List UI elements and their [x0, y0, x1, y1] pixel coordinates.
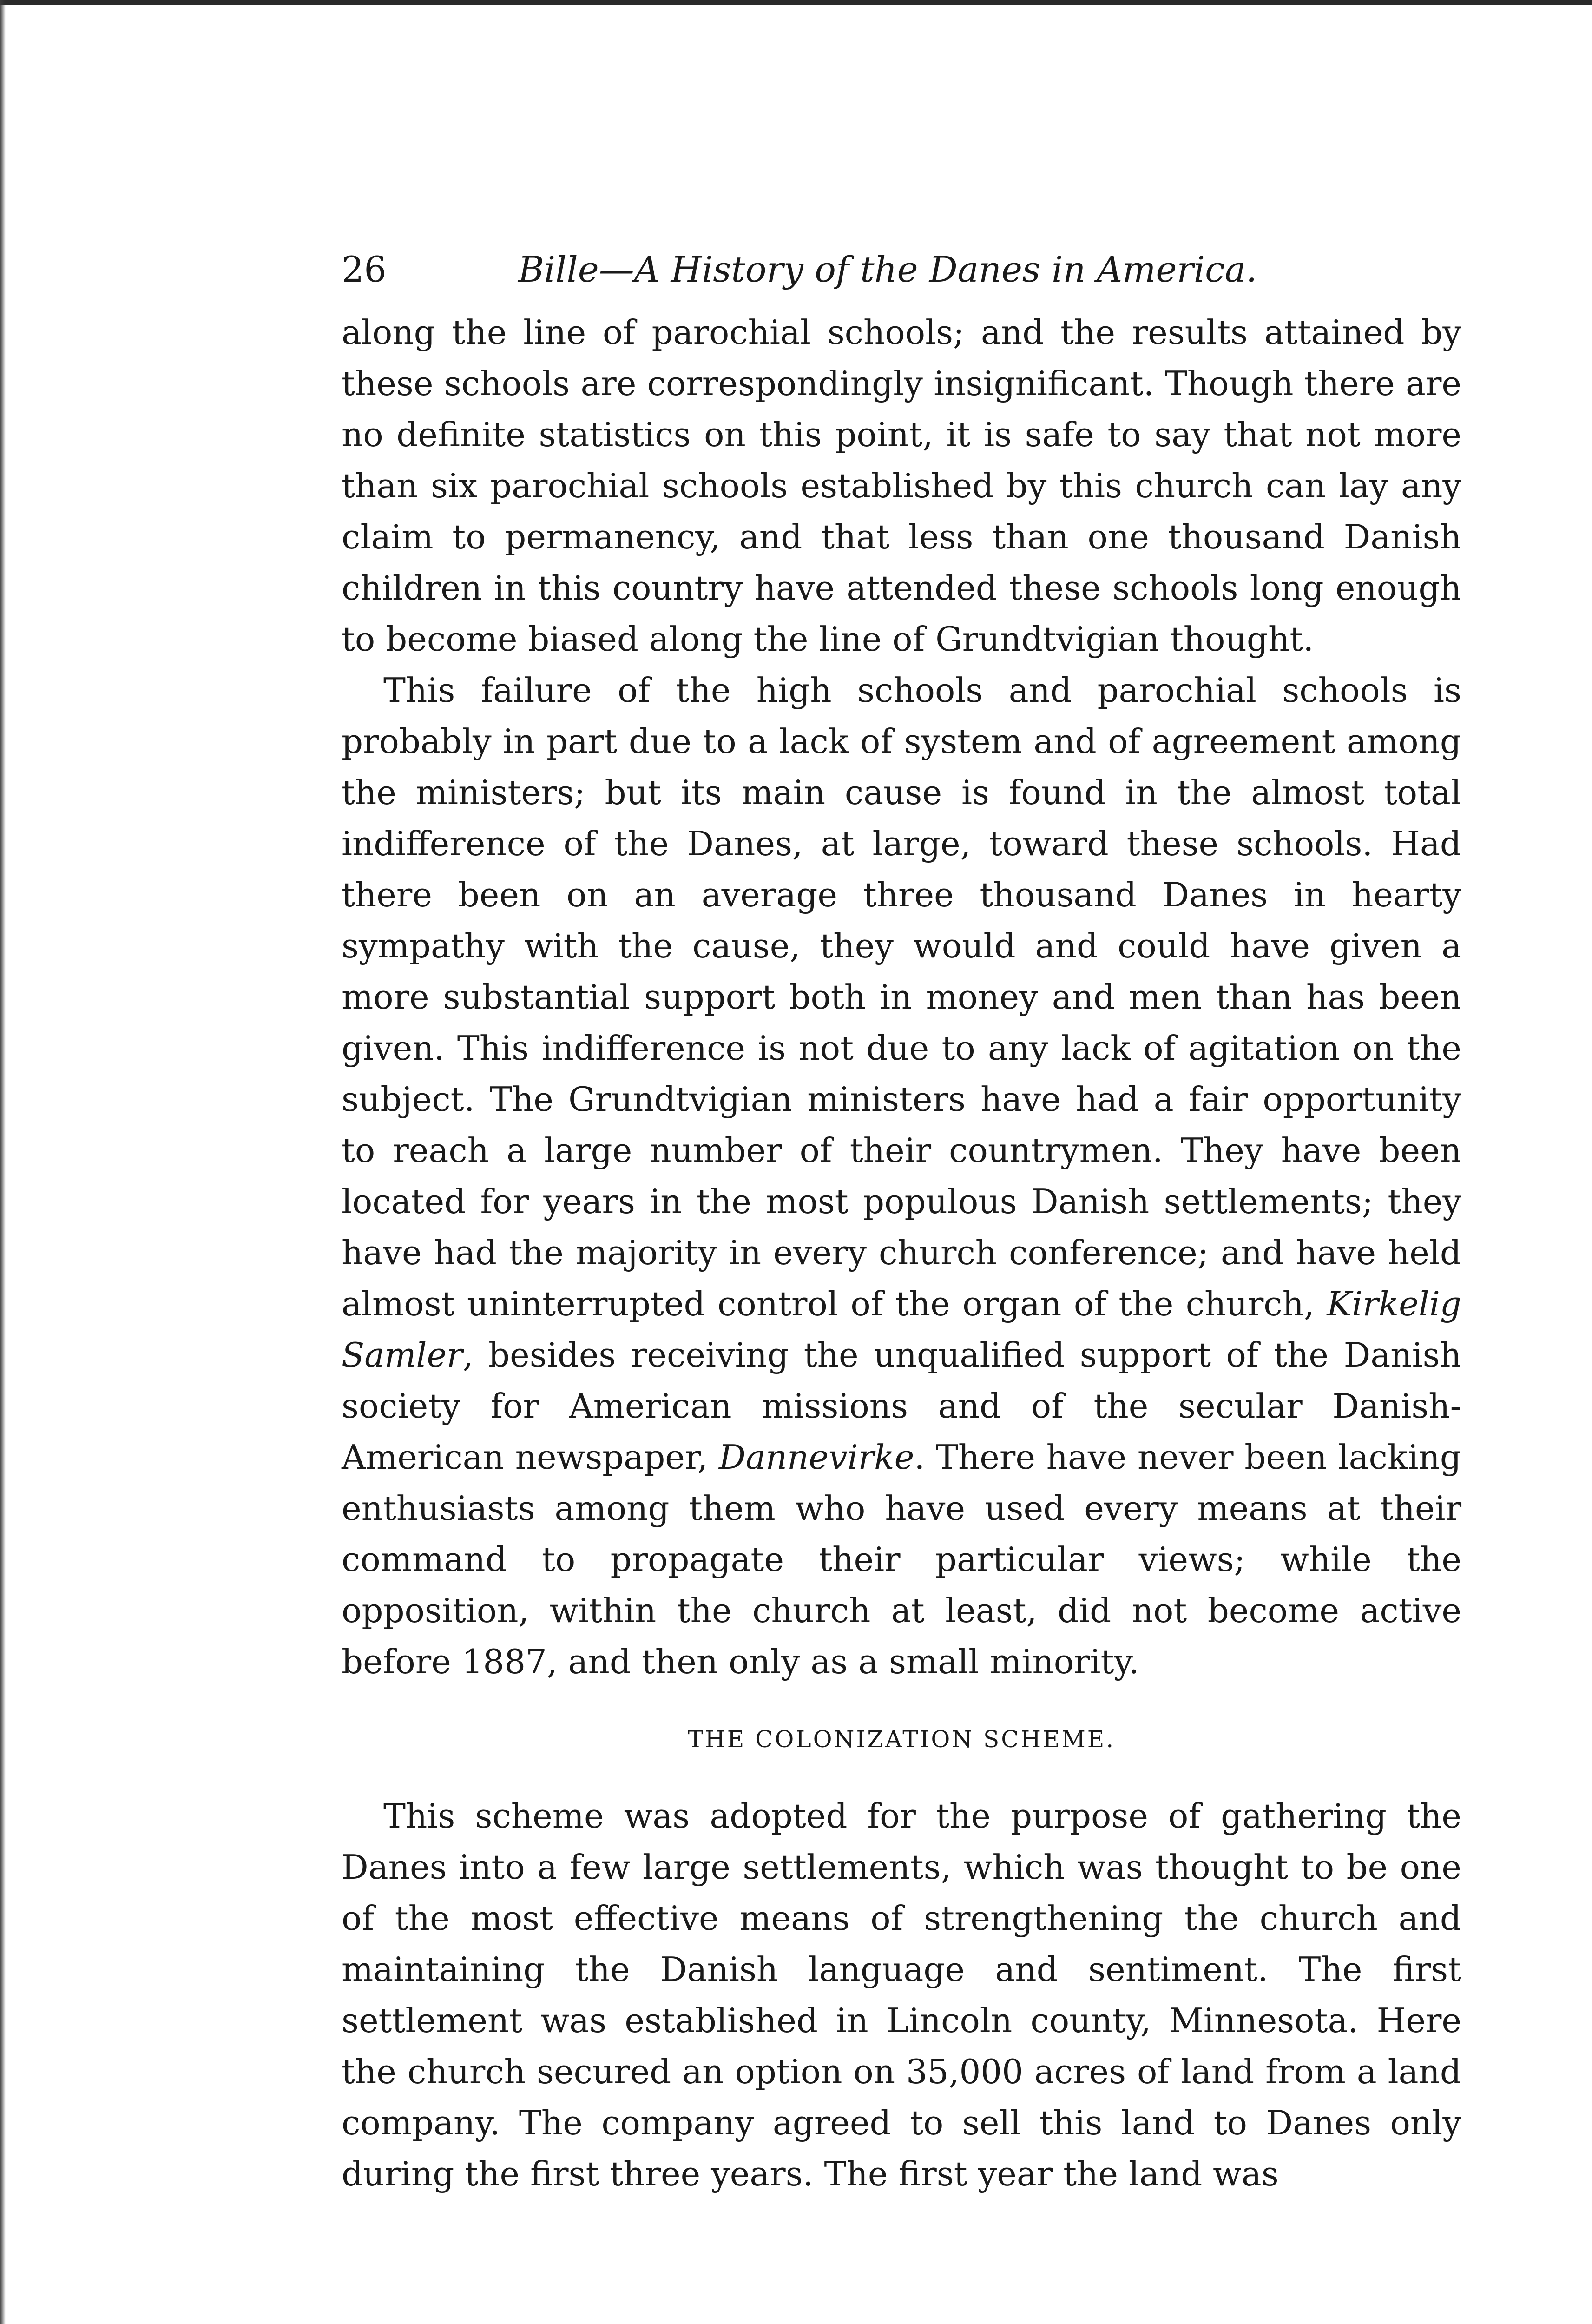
running-head [342, 242, 1461, 297]
paragraph-text-part: , besides receiving the unqualified support of the Danish society for American missions and of the secular Danish-American newspaper, [342, 1335, 1461, 1477]
paragraph-text-part: . There have never been lacking enthusiasts among them who have used every means at their command to propagate their particular views; while the opposition, within the church at least, did not become active before 1887, and then only as a small minority. [342, 1438, 1461, 1681]
italic-newspaper-title: Dannevirke [718, 1438, 914, 1477]
scan-edge-shadow [0, 0, 6, 2324]
body-text [342, 307, 1461, 2199]
italic-publication-title: Kirkelig Samler [342, 1284, 1461, 1374]
paragraph-text-part: This failure of the high schools and parochial schools is probably in part due to a lack of system and of agreement among the ministers; but its main cause is found in the almost total indifference of the Danes, at large, toward these schools. Had there been on an average three thousand Danes in hearty sympathy with the cause, they would and could have given a more substantial support both in money and men than has been given. This indifference is not due to any lack of agitation on the subject. The Grundtvigian ministers have had a fair opportunity to reach a large number of their countrymen. They have been located for years in the most populous Danish settlements; they have had the majority in every church conference; and have held almost uninterrupted control of the organ of the church, [342, 671, 1461, 1323]
page-number: 26 [342, 249, 387, 290]
section-heading: THE COLONIZATION SCHEME. [687, 1726, 1116, 1753]
paragraph-continued: along the line of parochial schools; and the results attained by these schools are correspondingly insignificant. Though there are no definite statistics on this point, it is safe to say that not more than six parochial schools established by this church can lay any claim to permanency, and that less than one thousand Danish children in this country have attended these schools long enough to become biased along the line of Grundtvigian thought. [342, 313, 1461, 659]
book-page [342, 242, 1461, 2199]
running-title: Bille—A History of the Danes in America. [518, 249, 1257, 290]
paragraph-failure [342, 665, 1461, 1687]
paragraph-colonization: This scheme was adopted for the purpose of gathering the Danes into a few large settlements, which was thought to be one of the most effective means of strengthening the church and maintaining the Danish language and sentiment. The first settlement was established in Lincoln county, Minnesota. Here the church secured an option on 35,000 acres of land from a land company. The company agreed to sell this land to Danes only during the first three years. The first year the land was [342, 1796, 1461, 2193]
